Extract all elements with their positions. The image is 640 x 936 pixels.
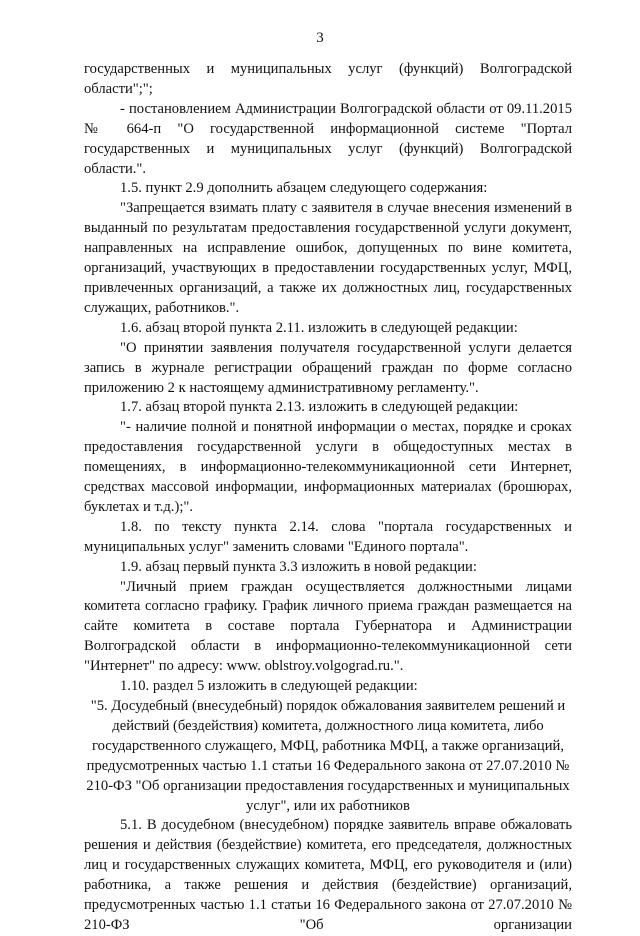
page-number: 3 <box>316 30 324 46</box>
paragraph-quote-2-9: "Запрещается взимать плату с заявителя в случае внесения изменений в выданный по результатам предоставления государственной услуги документ, направленных на исправление ошибок, допущенных по вине комитета, организаций, участвующих в предоставлении государственных услуг, МФЦ, привлеченных организаций, а также их должностных лиц, государственных служащих, работников.". <box>84 200 572 316</box>
document-body <box>84 60 572 936</box>
paragraph-1-6: 1.6. абзац второй пункта 2.11. изложить в следующей редакции: <box>120 319 518 336</box>
paragraph-continuation: государственных и муниципальных услуг (функций) Волгоградской области";"; <box>84 61 572 97</box>
paragraph-5-1: 5.1. В досудебном (внесудебном) порядке заявитель вправе обжаловать решения и действия (бездействие) комитета, его председателя, должностных лиц и государственных служащих комитета, МФЦ, его руководителя и (или) работника, а также решения и действия (бездействие) организаций, предусмотренных частью 1.1 статьи 16 Федерального закона от 27.07.2010 № 210-ФЗ "Об организации <box>84 817 572 933</box>
paragraph-1-7: 1.7. абзац второй пункта 2.13. изложить в следующей редакции: <box>120 399 519 416</box>
paragraph-resolution-list-item: - постановлением Администрации Волгоградской области от 09.11.2015 № 664-п "О государственной информационной системе "Портал государственных и муниципальных услуг (функций) Волгоградской области.". <box>84 100 572 177</box>
section-5-heading: "5. Досудебный (внесудебный) порядок обжалования заявителем решений и действий (бездействия) комитета, должностного лица комитета, либо государственного служащего, МФЦ, работника МФЦ, а также организаций, предусмотренных частью 1.1 статьи 16 Федерального закона от 27.07.2010 № 210-ФЗ "Об организации предоставления государственных и муниципальных услуг", или их работников <box>86 698 570 814</box>
paragraph-1-5: 1.5. пункт 2.9 дополнить абзацем следующего содержания: <box>120 180 488 197</box>
paragraph-1-10: 1.10. раздел 5 изложить в следующей редакции: <box>120 678 418 695</box>
paragraph-1-8: 1.8. по тексту пункта 2.14. слова "портала государственных и муниципальных услуг" заменить словами "Единого портала". <box>84 518 572 555</box>
paragraph-quote-3-3: "Личный прием граждан осуществляется должностными лицами комитета согласно графику. График личного приема граждан размещается на сайте комитета в составе портала Губернатора и Администрации Волгоградской области в информационно-телекоммуникационной сети "Интернет" по адресу: www. oblstroy.volgograd.ru.". <box>84 578 572 675</box>
paragraph-quote-2-11: "О принятии заявления получателя государственной услуги делается запись в журнале регистрации обращений граждан по форме согласно приложению 2 к настоящему административному регламенту.". <box>84 339 572 396</box>
paragraph-quote-2-13: "- наличие полной и понятной информации о местах, порядке и сроках предоставления государственной услуги в общедоступных местах в помещениях, в информационно-телекоммуникационной сети Интернет, средствах массовой информации, информационных материалах (брошюрах, буклетах и т.д.);". <box>84 419 572 515</box>
paragraph-1-9: 1.9. абзац первый пункта 3.3 изложить в новой редакции: <box>120 558 477 575</box>
